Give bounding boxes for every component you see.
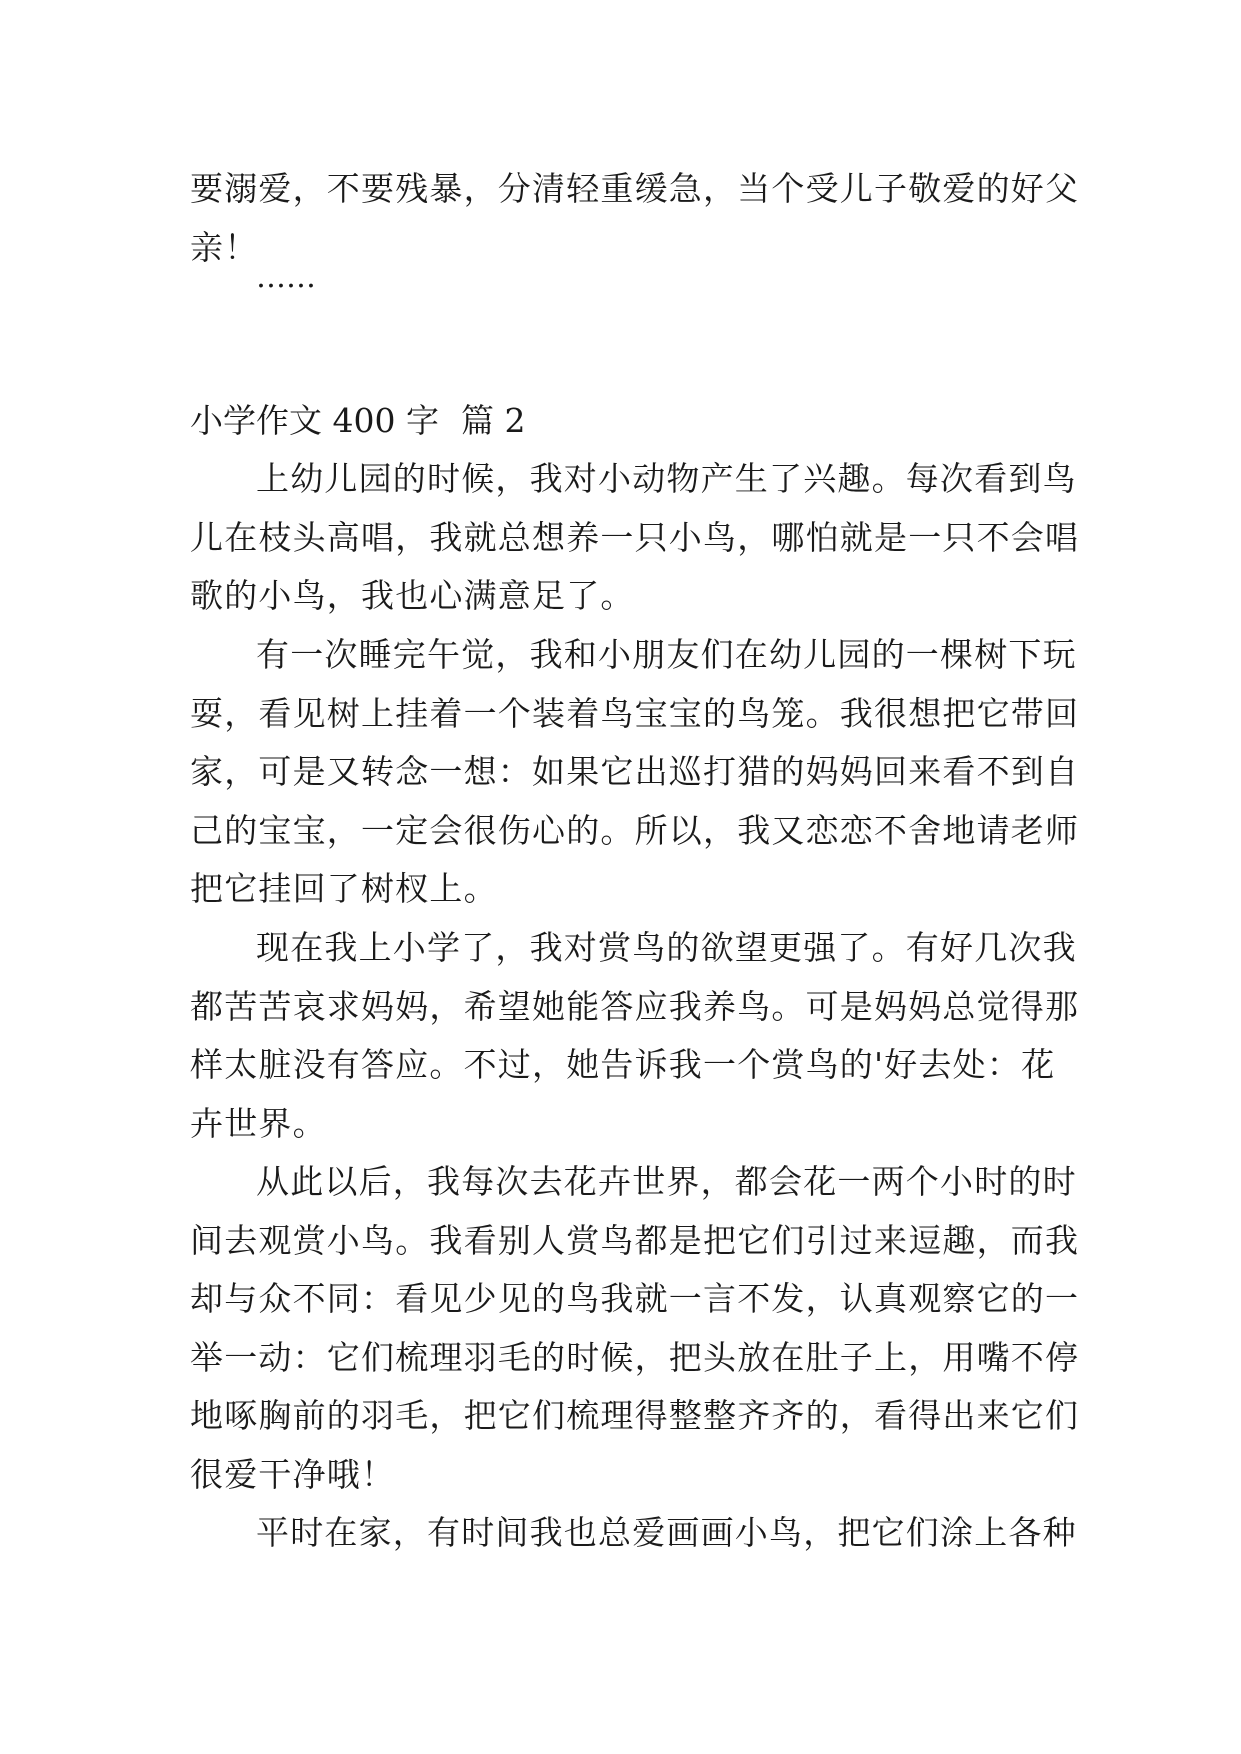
paragraph-line: 却与众不同：看见少见的鸟我就一言不发，认真观察它的一 — [190, 1279, 1080, 1318]
paragraph-line: 己的宝宝，一定会很伤心的。所以，我又恋恋不舍地请老师 — [190, 810, 1080, 850]
paragraph-line: 平时在家，有时间我也总爱画画小鸟，把它们涂上各种 — [256, 1513, 1077, 1552]
paragraph-5 — [190, 1504, 1077, 1563]
paragraph-line: 要溺爱，不要残暴，分清轻重缓急，当个受儿子敬爱的好父 — [190, 169, 1080, 208]
paragraph-line: 卉世界。 — [190, 1103, 327, 1143]
section-label: 篇 2 — [460, 401, 526, 440]
paragraph-line: 儿在枝头高唱，我就总想养一只小鸟，哪怕就是一只不会唱 — [190, 517, 1080, 557]
paragraph-line: 样太脏没有答应。不过，她告诉我一个赏鸟的'好去处：花 — [190, 1045, 1056, 1084]
paragraph-line: 把它挂回了树杈上。 — [190, 869, 498, 908]
paragraph-line: 间去观赏小鸟。我看别人赏鸟都是把它们引过来逗趣，而我 — [190, 1220, 1080, 1260]
paragraph-2 — [190, 626, 1080, 919]
paragraph-line: 从此以后，我每次去花卉世界，都会花一两个小时的时 — [256, 1162, 1077, 1201]
paragraph-1 — [190, 450, 1080, 626]
paragraph-line: 上幼儿园的时候，我对小动物产生了兴趣。每次看到鸟 — [256, 459, 1077, 498]
paragraph-line: 家，可是又转念一想：如果它出巡打猎的妈妈回来看不到自 — [190, 752, 1080, 791]
paragraph-line: 有一次睡完午觉，我和小朋友们在幼儿园的一棵树下玩 — [256, 635, 1077, 674]
lead-paragraph — [190, 160, 1080, 277]
paragraph-3 — [190, 919, 1080, 1153]
paragraph-line: 现在我上小学了，我对赏鸟的欲望更强了。有好几次我 — [256, 928, 1077, 967]
paragraph-line: 亲！ — [190, 227, 259, 267]
paragraph-line: 举一动：它们梳理羽毛的时候，把头放在肚子上，用嘴不停 — [190, 1337, 1080, 1377]
paragraph-line: 歌的小鸟，我也心满意足了。 — [190, 576, 635, 615]
section-heading — [190, 392, 525, 451]
paragraph-line: 地啄胸前的羽毛，把它们梳理得整整齐齐的，看得出来它们 — [190, 1396, 1080, 1435]
paragraph-line: 耍，看见树上挂着一个装着鸟宝宝的鸟笼。我很想把它带回 — [190, 693, 1080, 733]
paragraph-line: 都苦苦哀求妈妈，希望她能答应我养鸟。可是妈妈总觉得那 — [190, 986, 1080, 1026]
section-title: 小学作文 400 字 — [190, 401, 439, 440]
paragraph-4 — [190, 1153, 1080, 1504]
ellipsis: …… — [256, 260, 316, 295]
paragraph-line: 很爱干净哦！ — [190, 1454, 396, 1494]
